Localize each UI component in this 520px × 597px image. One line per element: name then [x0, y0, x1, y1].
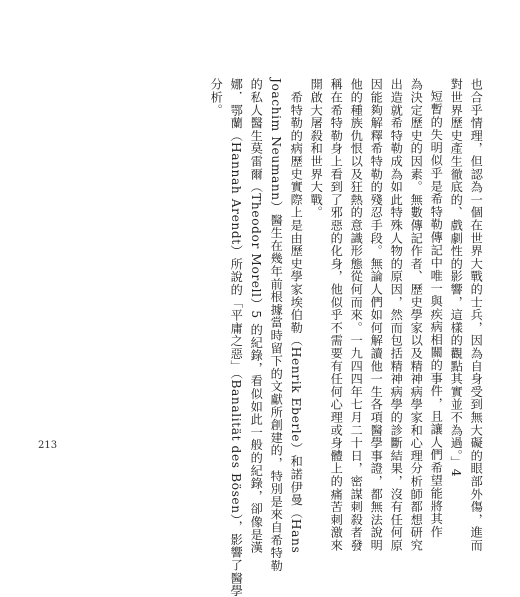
- text-line-14: 分析。: [209, 78, 224, 117]
- text-line-12: 的私人醫生莫雷爾（Theodor Morell）5 的紀錄，看似如此一般的紀錄，卻像是漢: [249, 78, 264, 554]
- text-line-2: 對世界歷史產生徹底的、戲劇性的影響，這樣的觀點其實並不為過。」4: [449, 78, 464, 478]
- text-line-5: 出造就希特勒成為如此特殊人物的原因，然而包括精神病學的診斷結果，沒有任何原: [389, 78, 404, 552]
- text-line-9: 開啟大屠殺和世界大戰。: [309, 78, 324, 219]
- text-line-1: 也合乎情理，但認為一個在世界大戰的士兵，因為自身受到無大礙的眼部外傷，進而: [469, 78, 484, 552]
- text-line-3: 短暫的失明似乎是希特勒傳記中唯一與疾病相關的事件，且讓人們希望能將其作: [429, 90, 444, 538]
- text-line-11: Joachim Neumann）醫生在幾年前根據當時留下的文獻所創建的，特別是來自希特勒: [269, 78, 284, 572]
- text-line-13: 娜．鄂蘭（Hannah Arendt）所說的「平庸之惡」（Banalität des Bösen），影響了醫學: [229, 78, 244, 597]
- text-line-6: 因能夠解釋希特勒的殘忍手段。無論人們如何解讀他一生各項醫學事證，都無法說明: [369, 78, 384, 552]
- text-line-7: 他的種族仇恨以及狂熱的意識形態從何而來。一九四四年七月二十日，密謀刺殺者發: [349, 78, 364, 552]
- text-line-4: 為決定歷史的因素。無數傳記作者、歷史學家以及精神病學家和心理分析師都想研究: [409, 78, 424, 552]
- text-line-10: 希特勒的病歷史實際上是由歷史學家埃伯勒（Henrik Eberle）和諾伊曼（Hans: [289, 78, 304, 554]
- text-line-8: 稱在希特勒身上看到了邪惡的化身，他似乎不需要有任何心理或身體上的痛苦刺激來: [329, 78, 344, 552]
- page-number: 213: [38, 440, 58, 451]
